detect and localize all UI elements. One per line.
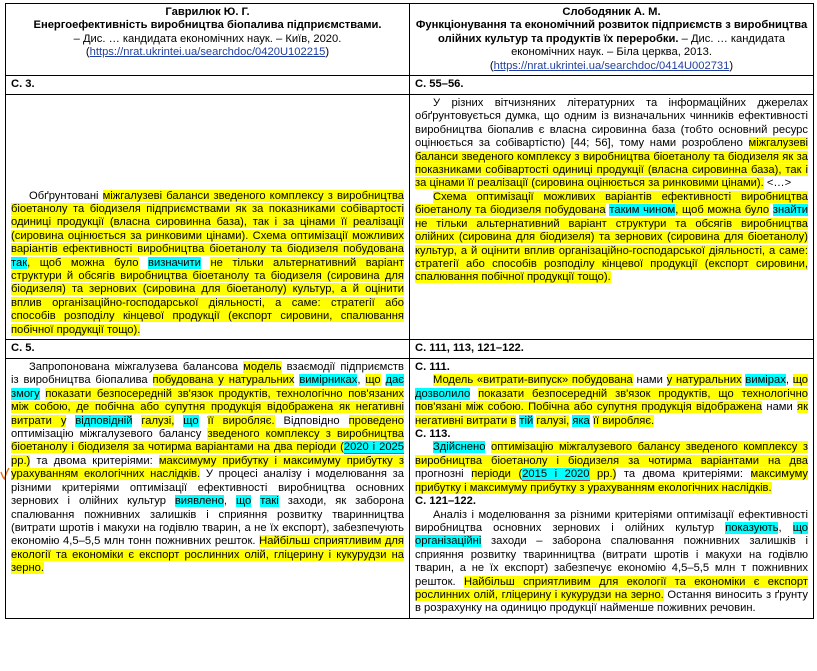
left-page-ref: С. 5. xyxy=(6,340,410,359)
right-meta: – Дис. … кандидата економічних наук. – Біла церква, 2013. xyxy=(511,32,785,59)
left-source-header: Гаврилюк Ю. Г. Енергоефективність виробництва біопалива підприємствами. – Дис. … кандидата економічних наук. – Київ, 2020. (https://nrat.ukrintei.ua/searchdoc/0420U102215) xyxy=(6,4,410,76)
left-author: Гаврилюк Ю. Г. xyxy=(165,6,250,18)
right-excerpt: У різних вітчизняних літературних та інформаційних джерелах обґрунтовується думка, що одним із визначальних чинників ефективності виробництва біопалив є власна сировинна база (тобто основний ресурс оцінюється за собівартістю) [44; 56], тому нами розроблено міжгалузеві баланси зведеного комплексу з виробництва біоетанолу та біодизеля як за показниками собівартості одиниці продукції (власна сировинна база), так і за цінами її реалізації (сировина оцінюється за ринковими цінами). <…> Схема оптимізації можливих варіантів ефективності виробництва біоетанолу та біодизеля побудована таким чином, щоб можна було знайти не тільки альтернативний варіант структури та обсягів виробництва олійних (сировина для біодизеля) та зернових (сировина для біоетанолу) культур, а й оцінити вплив організаційно-господарської діяльності, а саме: стратегії або способів розподілу кінцевої продукції (експорт сировини, спалювання побічної продукції тощо). xyxy=(410,95,814,340)
left-title: Енергоефективність виробництва біопалива підприємствами. xyxy=(33,19,382,32)
right-source-header: Слободяник А. М. Функціонування та економічний розвиток підприємств з виробництва олійних культур та продуктів їх переробки. – Дис. … кандидата економічних наук. – Біла церква, 2013. (https://nrat.ukrintei.ua/searchdoc/0414U002731) xyxy=(410,4,814,76)
sub-ref-121: С. 121–122. xyxy=(415,495,476,508)
left-excerpt: Обґрунтовані міжгалузеві баланси зведеного комплексу з виробництва біоетанолу та біодизеля підприємствами як за показниками собівартості одиниці продукції (власна сировинна база), так і за цінами її реалізації (сировина оцінюється за ринковими цінами). Схема оптимізації можливих варіантів ефективності виробництва біоетанолу та біодизеля побудована так, щоб можна було визначити не тільки альтернативний варіант структури й обсягів виробництва біоетанолу та біодизеля (сировина для біодизеля) та зернових (сировина для біоетанолу) культур, а й оцінити вплив організаційно-господарської діяльності, а саме: стратегії або способів розподілу кінцевої продукції (експорт сировини, спалювання побічної продукції тощо). xyxy=(6,95,410,340)
header-row xyxy=(6,4,814,76)
left-url-link[interactable]: https://nrat.ukrintei.ua/searchdoc/0420U102215 xyxy=(89,46,326,59)
text-row xyxy=(6,359,814,619)
left-page-ref: С. 3. xyxy=(6,76,410,95)
text-row xyxy=(6,95,814,340)
right-title: Функціонування та економічний розвиток підприємств з виробництва олійних культур та продуктів їх переробки. xyxy=(415,19,808,45)
page-ref-row xyxy=(6,76,814,95)
sub-ref-113: С. 113. xyxy=(415,428,451,441)
right-excerpt: С. 111. Модель «витрати-випуск» побудована нами у натуральних вимірах, що дозволило показати безпосередній зв'язок продуктів, що технологічно пов'язані між собою. Побічна або супутня продукція відображена нами як негативні витрати в тій галузі, яка її виробляє. С. 113. Здійснено оптимізацію міжгалузевого балансу зведеного комплексу з виробництва біоетанолу і біодизеля за чотирма варіантами на два прогнозні періоди (2015 і 2020 рр.) та двома критеріями: максимуму прибутку і максимуму прибутку з урахуванням екологічних наслідків. С. 121–122. Аналіз і моделювання за різними критеріями оптимізації ефективності виробництва основних зернових і олійних культур показують, що організаційні заходи – заборона спалювання пожнивних залишків і сприяння розвитку тваринництва (витрати шротів і макухи на годівлю тварин, а не їх експорт) забезпечує економію 4,5–5,5 млн т пожнивних решток. Найбільш сприятливим для екології та економіки є експорт рослинних олій, гліцерину і кукурудзи на зерно. Остання виносить з ґрунту в розрахунку на одиницю продукції найменше поживних речовин. xyxy=(410,359,814,619)
page-ref-row xyxy=(6,340,814,359)
comparison-table xyxy=(5,3,814,619)
right-page-ref: С. 55–56. xyxy=(410,76,814,95)
right-url-link[interactable]: https://nrat.ukrintei.ua/searchdoc/0414U002731 xyxy=(493,59,730,72)
right-author: Слободяник А. М. xyxy=(562,6,661,18)
left-excerpt: Запропонована міжгалузева балансова модель взаємодії підприємств із виробництва біопалива побудована у натуральних вимірниках, що дає змогу показати безпосередній зв'язок продуктів, технологічно пов'язаних між собою, де побічна або супутня продукція відображена як негативні витрати у відповідній галузі, що її виробляє. Відповідно проведено оптимізацію міжгалузевого балансу зведеного комплексу з виробництва біоетанолу і біодизеля за чотирма варіантами на два періоди (2020 і 2025 рр.) та двома критеріями: максимуму прибутку і максимуму прибутку з урахуванням екологічних наслідків. У процесі аналізу і моделювання за різними критеріями оптимізації ефективності виробництва основних зернових і олійних культур виявлено, що такі заходи, як заборона спалювання пожнивних залишків і сприяння розвитку тваринництва (витрати шротів і макухи на годівлю тварин, а не їх експорт), забезпечують економію 4,5–5,5 млн тонн пожнивних решток. Найбільш сприятливим для екології та економіки є експорт рослинних олій, гліцерину і кукурудзи на зерно. xyxy=(6,359,410,619)
left-meta: – Дис. … кандидата економічних наук. – Київ, 2020. xyxy=(73,32,342,45)
right-page-ref: С. 111, 113, 121–122. xyxy=(410,340,814,359)
sub-ref-111: С. 111. xyxy=(415,361,450,374)
